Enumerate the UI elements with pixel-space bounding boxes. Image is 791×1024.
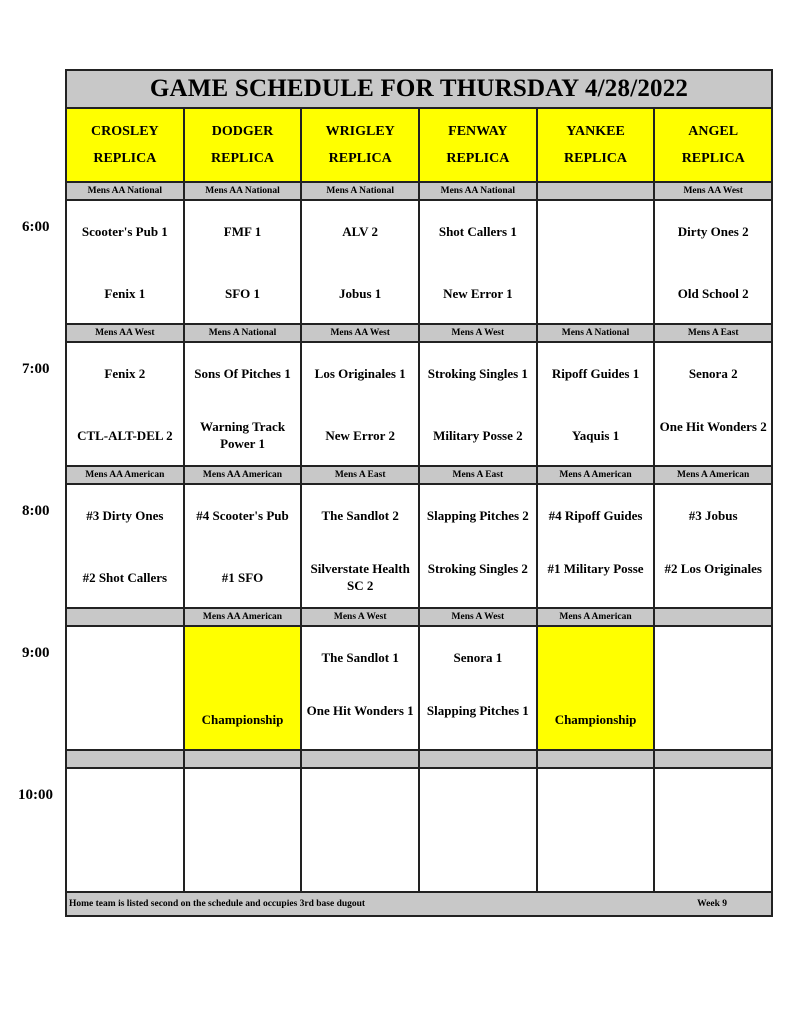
home-team: Military Posse 2: [433, 428, 523, 443]
home-team: Silverstate Health SC 2: [310, 561, 410, 593]
division-label: Mens AA West: [683, 186, 743, 196]
field-header-dodger: [185, 109, 303, 181]
away-team: Fenix 2: [104, 366, 146, 381]
time-label: 8:00: [22, 503, 50, 519]
home-team: Stroking Singles 2: [427, 561, 528, 576]
field-name: DODGER: [211, 124, 274, 139]
game-cell: [185, 201, 303, 323]
division-label: [67, 751, 185, 767]
away-team: ALV 2: [342, 224, 379, 239]
time-label: 7:00: [22, 361, 50, 377]
game-row: [67, 485, 771, 609]
home-team: Slapping Pitches 1: [426, 703, 529, 718]
field-header-yankee: [538, 109, 656, 181]
game-cell: [538, 769, 656, 891]
home-team: #2 Shot Callers: [82, 570, 168, 585]
division-label: Mens A East: [302, 467, 420, 483]
away-team: Scooter's Pub 1: [81, 224, 168, 239]
division-label: [185, 751, 303, 767]
time-label: 9:00: [22, 645, 50, 661]
home-team: Championship: [201, 712, 284, 727]
home-team: SFO 1: [224, 286, 261, 301]
time-label: 6:00: [22, 219, 50, 235]
away-team: #3 Dirty Ones: [86, 508, 164, 523]
division-label: Mens AA West: [302, 325, 420, 341]
home-team: CTL-ALT-DEL 2: [77, 428, 173, 443]
footer-note: Home team is listed second on the schedule and occupies 3rd base dugout: [69, 899, 366, 909]
division-label: Mens A West: [302, 609, 420, 625]
home-team: Jobus 1: [339, 286, 382, 301]
game-cell: [67, 627, 185, 749]
field-header-wrigley: [302, 109, 420, 181]
division-label: [538, 751, 656, 767]
division-label: Mens A American: [538, 467, 656, 483]
away-team: Senora 2: [688, 366, 738, 381]
division-label: Mens A American: [677, 470, 750, 480]
division-row: [67, 751, 771, 769]
away-team: Slapping Pitches 2: [426, 508, 529, 523]
game-cell: [302, 627, 420, 749]
game-cell: [185, 485, 303, 607]
field-sub: REPLICA: [328, 151, 392, 166]
away-team: #4 Scooter's Pub: [196, 508, 289, 523]
home-team: New Error 1: [443, 286, 513, 301]
game-cell: [302, 769, 420, 891]
week-label: Week 9: [697, 899, 727, 909]
division-row: [67, 325, 771, 343]
division-label: Mens A National: [185, 325, 303, 341]
game-cell: [302, 485, 420, 607]
division-label: Mens AA American: [185, 609, 303, 625]
division-label: Mens AA West: [67, 325, 185, 341]
footer-row: [67, 893, 771, 915]
away-team: The Sandlot 1: [321, 650, 399, 665]
schedule-table: [65, 69, 773, 917]
home-team: #1 Military Posse: [547, 561, 644, 576]
game-cell: [538, 485, 656, 607]
game-cell: [655, 485, 771, 607]
home-team: New Error 2: [325, 428, 395, 443]
time-slots: [67, 183, 771, 893]
game-cell: [655, 627, 771, 749]
home-team: Warning Track Power 1: [199, 419, 286, 451]
division-label: Mens A West: [420, 609, 538, 625]
field-sub: REPLICA: [564, 151, 628, 166]
division-label: Mens A East: [420, 467, 538, 483]
field-header-fenway: [420, 109, 538, 181]
away-team: Ripoff Guides 1: [551, 366, 640, 381]
game-cell: [302, 201, 420, 323]
game-cell: [67, 485, 185, 607]
game-cell: [420, 201, 538, 323]
field-name: WRIGLEY: [325, 124, 395, 139]
away-team: Sons Of Pitches 1: [194, 366, 291, 381]
division-label: Mens A National: [302, 183, 420, 199]
game-cell: [420, 769, 538, 891]
away-team: #3 Jobus: [688, 508, 738, 523]
game-cell: [655, 201, 771, 323]
field-name: CROSLEY: [90, 124, 159, 139]
division-label: Mens A West: [420, 325, 538, 341]
game-cell: [302, 343, 420, 465]
home-team: Championship: [554, 712, 637, 727]
away-team: Dirty Ones 2: [677, 224, 749, 239]
field-sub: REPLICA: [93, 151, 157, 166]
away-team: Stroking Singles 1: [427, 366, 528, 381]
division-label: [302, 751, 420, 767]
home-team: One Hit Wonders 2: [659, 419, 767, 434]
game-cell: [420, 343, 538, 465]
game-cell: [538, 627, 656, 749]
away-team: Senora 1: [453, 650, 503, 665]
game-cell: [185, 769, 303, 891]
field-header-angel: [655, 109, 771, 181]
game-cell: [538, 201, 656, 323]
game-cell: [185, 627, 303, 749]
game-cell: [185, 343, 303, 465]
division-label: [420, 751, 538, 767]
game-cell: [655, 769, 771, 891]
home-team: Old School 2: [677, 286, 749, 301]
division-label: Mens AA American: [185, 467, 303, 483]
division-label: Mens AA National: [67, 183, 185, 199]
field-sub: REPLICA: [211, 151, 275, 166]
division-label: Mens A East: [687, 328, 739, 338]
away-team: FMF 1: [223, 224, 262, 239]
field-sub: REPLICA: [446, 151, 510, 166]
game-row: [67, 627, 771, 751]
game-cell: [655, 343, 771, 465]
game-cell: [420, 627, 538, 749]
page-title: GAME SCHEDULE FOR THURSDAY 4/28/2022: [149, 75, 689, 102]
home-team: One Hit Wonders 1: [306, 703, 414, 718]
away-team: #4 Ripoff Guides: [548, 508, 643, 523]
field-header-row: [67, 109, 771, 183]
field-sub: REPLICA: [681, 151, 745, 166]
game-row: [67, 201, 771, 325]
field-name: FENWAY: [448, 124, 508, 139]
division-label: Mens AA American: [67, 467, 185, 483]
home-team: #1 SFO: [221, 570, 264, 585]
division-row: [67, 609, 771, 627]
division-label: [538, 183, 656, 199]
division-label: Mens A American: [538, 609, 656, 625]
division-label: [655, 609, 771, 625]
division-row: [67, 467, 771, 485]
division-label: Mens AA National: [420, 183, 538, 199]
division-row: [67, 183, 771, 201]
division-label: [67, 609, 185, 625]
time-label: 10:00: [18, 787, 53, 803]
away-team: Shot Callers 1: [438, 224, 517, 239]
home-team: #2 Los Originales: [664, 561, 762, 576]
game-cell: [67, 201, 185, 323]
game-cell: [67, 343, 185, 465]
game-row: [67, 769, 771, 893]
division-label: [655, 751, 771, 767]
away-team: The Sandlot 2: [321, 508, 399, 523]
game-cell: [538, 343, 656, 465]
field-name: ANGEL: [688, 124, 739, 139]
game-cell: [67, 769, 185, 891]
home-team: Yaquis 1: [571, 428, 620, 443]
game-row: [67, 343, 771, 467]
title-row: [67, 71, 771, 109]
game-cell: [420, 485, 538, 607]
home-team: Fenix 1: [104, 286, 146, 301]
away-team: Los Originales 1: [314, 366, 406, 381]
field-header-crosley: [67, 109, 185, 181]
division-label: Mens AA National: [185, 183, 303, 199]
division-label: Mens A National: [538, 325, 656, 341]
field-name: YANKEE: [566, 124, 625, 139]
